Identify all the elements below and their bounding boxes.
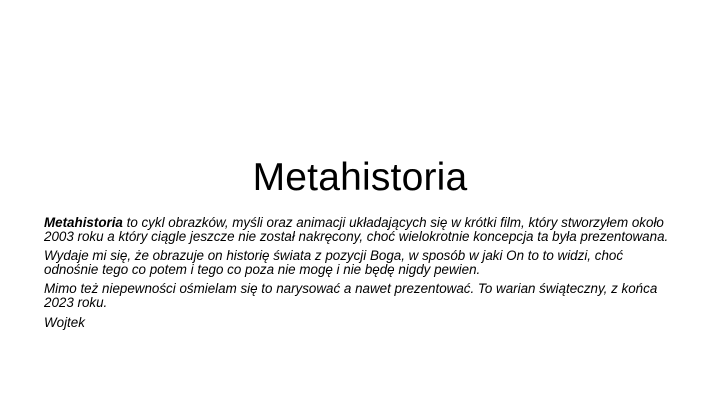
intro-text: to cykl obrazków, myśli oraz animacji układających się w krótki film, który stworzyłem około 2003 roku a który ciągle jeszcze nie został nakręcony, choć wielokrotnie koncepcja ta była prezentowana.	[44, 215, 669, 244]
slide-body	[44, 216, 680, 335]
paragraph-uncertainty: Mimo też niepewności ośmielam się to narysować a nawet prezentować. To warian świąteczny, z końca 2023 roku.	[44, 281, 658, 310]
signature: Wojtek	[44, 314, 85, 330]
paragraph-perspective: Wydaje mi się, że obrazuje on historię świata z pozycji Boga, w sposób w jaki On to to widzi, choć odnośnie tego co potem i tego co poza nie mogę i nie będę nigdy pewien.	[44, 248, 624, 277]
intro-bold-term: Metahistoria	[44, 215, 123, 230]
paragraph-intro	[44, 216, 680, 243]
slide-title: Metahistoria	[252, 156, 468, 199]
